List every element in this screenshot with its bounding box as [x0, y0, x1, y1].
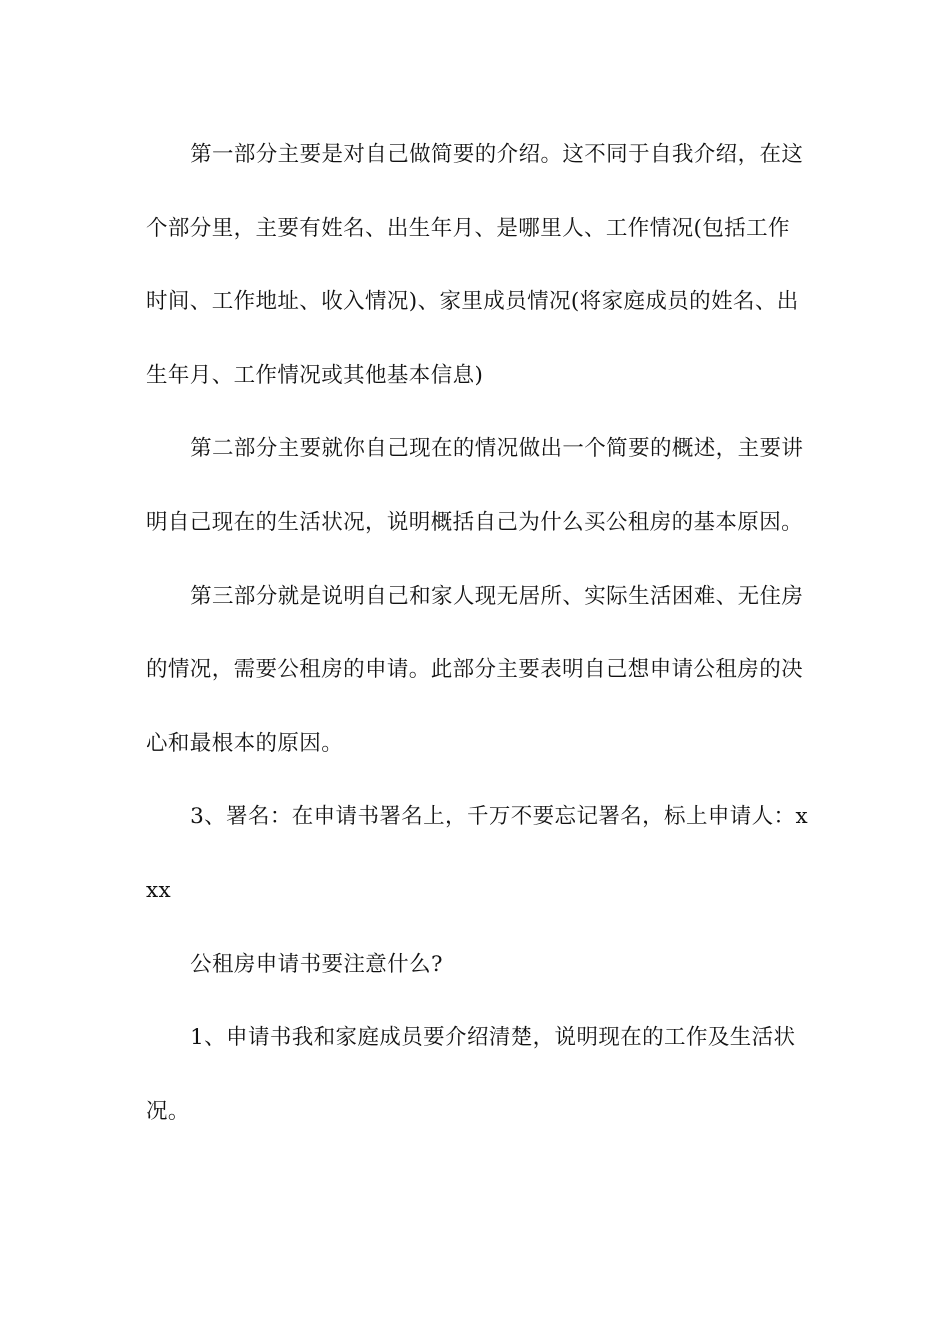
paragraph-part-three: 第三部分就是说明自己和家人现无居所、实际生活困难、无住房的情况，需要公租房的申请。此部分主要表明自己想申请公租房的决心和最根本的原因。: [146, 583, 804, 756]
paragraph-signature: 3、署名：在申请书署名上，千万不要忘记署名，标上申请人：xxx: [146, 804, 808, 903]
paragraph-part-two: 第二部分主要就你自己现在的情况做出一个简要的概述，主要讲明自己现在的生活状况，说明概括自己为什么买公租房的基本原因。: [146, 436, 804, 535]
document-body: [146, 118, 810, 1148]
section-heading-notes: 公租房申请书要注意什么?: [190, 951, 443, 977]
paragraph-part-one: 第一部分主要是对自己做简要的介绍。这不同于自我介绍，在这个部分里，主要有姓名、出生年月、是哪里人、工作情况(包括工作时间、工作地址、收入情况)、家里成员情况(将家庭成员的姓名、出生年月、工作情况或其他基本信息): [146, 142, 804, 388]
paragraph-note-one: 1、申请书我和家庭成员要介绍清楚，说明现在的工作及生活状况。: [146, 1025, 796, 1124]
